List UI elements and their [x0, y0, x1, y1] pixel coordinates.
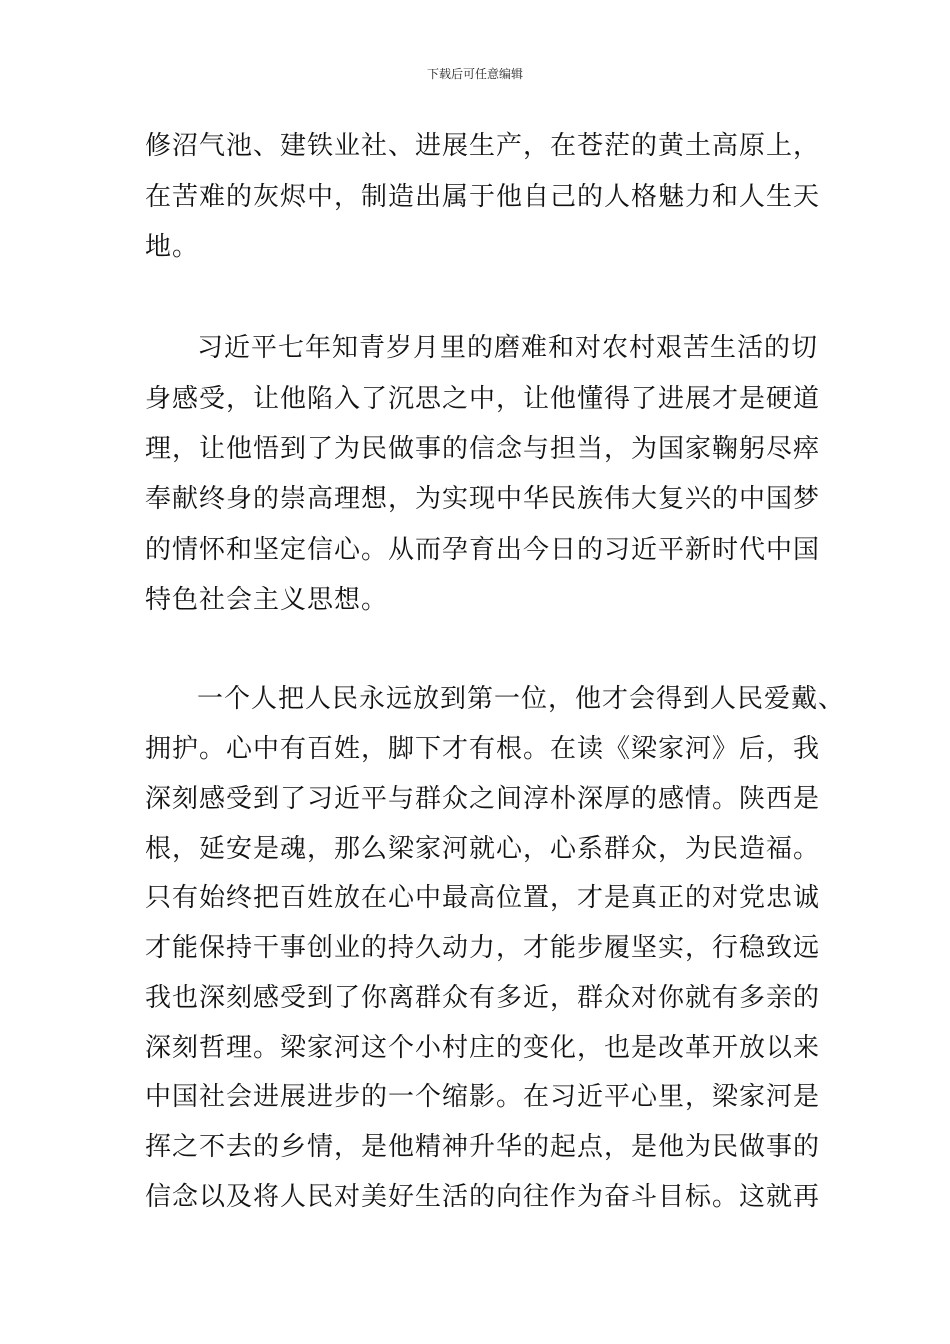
text-line: 地。: [145, 232, 200, 262]
text-line: 只有始终把百姓放在心中最高位置，才是真正的对党忠诚: [145, 883, 821, 913]
text-line: 根，延安是魂，那么梁家河就心，心系群众，为民造福。: [145, 834, 821, 864]
text-line: 才能保持干事创业的持久动力，才能步履坚实，行稳致远: [145, 933, 821, 963]
text-line: 一个人把人民永远放到第一位，他才会得到人民爱戴、: [197, 684, 846, 714]
text-line: 理，让他悟到了为民做事的信念与担当，为国家鞠躬尽瘁: [145, 434, 821, 464]
text-line: 习近平七年知青岁月里的磨难和对农村艰苦生活的切: [197, 333, 819, 363]
text-line: 拥护。心中有百姓，脚下才有根。在读《梁家河》后，我: [145, 734, 821, 764]
text-line: 身感受，让他陷入了沉思之中，让他懂得了进展才是硬道: [145, 384, 821, 414]
text-line: 在苦难的灰烬中，制造出属于他自己的人格魅力和人生天: [145, 182, 821, 212]
text-line: 奉献终身的崇高理想，为实现中华民族伟大复兴的中国梦: [145, 484, 821, 514]
text-line: 特色社会主义思想。: [145, 585, 389, 615]
text-line: 我也深刻感受到了你离群众有多近，群众对你就有多亲的: [145, 983, 821, 1013]
text-line: 挥之不去的乡情，是他精神升华的起点，是他为民做事的: [145, 1132, 821, 1162]
text-line: 中国社会进展进步的一个缩影。在习近平心里，梁家河是: [145, 1082, 821, 1112]
text-line: 修沼气池、建铁业社、进展生产，在苍茫的黄土高原上，: [145, 131, 821, 161]
text-line: 的情怀和坚定信心。从而孕育出今日的习近平新时代中国: [145, 535, 821, 565]
text-line: 深刻哲理。梁家河这个小村庄的变化，也是改革开放以来: [145, 1033, 821, 1063]
text-line: 信念以及将人民对美好生活的向往作为奋斗目标。这就再: [145, 1182, 821, 1212]
text-line: 深刻感受到了习近平与群众之间淳朴深厚的感情。陕西是: [145, 784, 821, 814]
page-header: 下载后可任意编辑: [426, 67, 523, 81]
